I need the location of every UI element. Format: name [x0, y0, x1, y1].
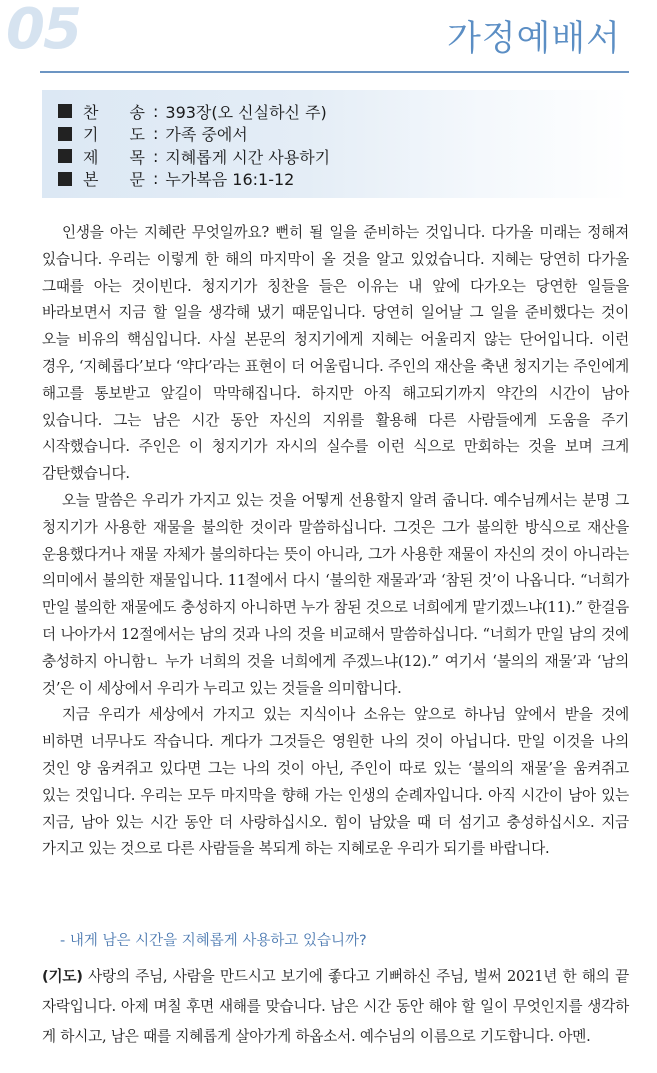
worship-info-box — [42, 90, 629, 198]
info-row-hymn — [58, 100, 629, 123]
sermon-paragraph: 오늘 말씀은 우리가 가지고 있는 것을 어떻게 선용할지 알려 줍니다. 예수님께서는 분명 그 청지기가 사용한 재물을 불의한 것이라 말씀하십니다. 그것은 그가 불의한 방식으로 재산을 운용했다거나 재물 자체가 불의하다는 뜻이 아니라, 그가 사용한 재물이 자신의 것이 아니라는 의미에서 불의한 재물입니다. 11절에서 다시 ‘불의한 재물과’과 ‘참된 것’이 나옵니다. “너희가 만일 불의한 재물에도 충성하지 아니하면 누가 참된 것으로 너희에게 맡기겠느냐(11).” 한걸음 더 나아가서 12절에서는 남의 것과 나의 것을 비교해서 말씀하십니다. “너희가 만일 남의 것에 충성하지 아니함ㄴ 누가 너희의 것을 너희에게 주겠느냐(12).” 여기서 ‘불의의 재물’과 ‘남의 것’은 이 세상에서 우리가 누리고 있는 것들을 의미합니다. — [42, 491, 629, 697]
info-label — [83, 145, 145, 168]
info-row-prayer — [58, 123, 629, 146]
info-label — [83, 167, 145, 190]
reflection-question: - 내게 남은 시간을 지혜롭게 사용하고 있습니까? — [60, 933, 367, 949]
info-label-char: 찬 — [83, 102, 99, 122]
square-bullet-icon — [58, 104, 72, 118]
info-label — [83, 122, 145, 145]
info-label-char: 본 — [83, 170, 99, 190]
info-colon: : — [153, 146, 159, 166]
sermon-paragraph: 지금 우리가 세상에서 가지고 있는 지식이나 소유는 앞으로 하나님 앞에서 받을 것에 비하면 너무나도 작습니다. 게다가 그것들은 영원한 나의 것이 아닙니다. 만일 이것을 나의 것인 양 움켜쥐고 있다면 그는 나의 것이 아닌, 주인이 따로 있는 ‘불의의 재물’을 움켜쥐고 있는 것입니다. 우리는 모두 마지막을 향해 가는 인생의 순례자입니다. 아직 시간이 남아 있는 지금, 남아 있는 시간 동안 더 사랑하십시오. 힘이 남았을 때 더 섬기고 충성하십시오. 지금 가지고 있는 것으로 다른 사람들을 복되게 하는 지혜로운 우리가 되기를 바랍니다. — [42, 706, 629, 858]
info-label-char: 제 — [83, 147, 99, 167]
info-row-title — [58, 145, 629, 168]
info-label-char: 문 — [129, 170, 145, 190]
sermon-paragraph: 인생을 아는 지혜란 무엇일까요? 뻔히 될 일을 준비하는 것입니다. 다가올 미래는 정해져 있습니다. 우리는 이렇게 한 해의 마지막이 올 것을 알고 있었습니다. 지혜는 당연히 다가올 그때를 아는 것이빈다. 청지기가 칭찬을 들은 이유는 내 앞에 다가오는 당연한 일들을 바라보면서 지금 할 일을 생각해 냈기 때문입니다. 당연히 일어날 그 일을 준비했다는 것이 오늘 비유의 핵심입니다. 사실 본문의 청지기에게 지혜는 어울리지 않는 단어입니다. 이런 경우, ‘지혜롭다’보다 ‘약다’라는 표현이 더 어울립니다. 주인의 재산을 축낸 청지기는 주인에게 해고를 통보받고 앞길이 막막해집니다. 하지만 아직 해고되기까지 약간의 시간이 남아 있습니다. 그는 남은 시간 동안 자신의 지위를 활용해 다른 사람들에게 도움을 주기 시작했습니다. 주인은 이 청지기가 자시의 실수를 이런 식으로 만회하는 것을 보며 크게 감탄했습니다. — [42, 224, 629, 483]
info-value: 누가복음 16:1-12 — [165, 170, 295, 190]
page-title: 가정예배서 — [446, 19, 621, 59]
info-label-char: 도 — [129, 125, 145, 145]
sermon-body — [42, 220, 629, 863]
info-colon: : — [153, 124, 159, 144]
prayer-text: 사랑의 주님, 사람을 만드시고 보기에 좋다고 기뻐하신 주님, 벌써 2021년 한 해의 끝자락입니다. 아제 며칠 후면 새해를 맞습니다. 남은 시간 동안 해야 할 일이 무엇인지를 생각하게 하시고, 남은 때를 지혜롭게 살아가게 하옵소서. 예수님의 이름으로 기도합니다. 아멘. — [42, 968, 629, 1045]
prayer-label: (기도) — [42, 968, 83, 985]
info-value: 가족 중에서 — [165, 125, 248, 145]
info-label-char: 송 — [129, 102, 145, 122]
info-row-scripture — [58, 168, 629, 191]
info-label — [83, 100, 145, 123]
info-value: 393장(오 신실하신 주) — [165, 102, 327, 122]
header-divider — [40, 71, 629, 73]
info-colon: : — [153, 101, 159, 121]
closing-prayer — [42, 962, 629, 1052]
square-bullet-icon — [58, 127, 72, 141]
info-label-char: 목 — [129, 147, 145, 167]
info-value: 지혜롭게 시간 사용하기 — [165, 147, 331, 167]
info-colon: : — [153, 169, 159, 189]
info-label-char: 기 — [83, 125, 99, 145]
square-bullet-icon — [58, 149, 72, 163]
page-number: 05 — [6, 0, 80, 62]
square-bullet-icon — [58, 172, 72, 186]
